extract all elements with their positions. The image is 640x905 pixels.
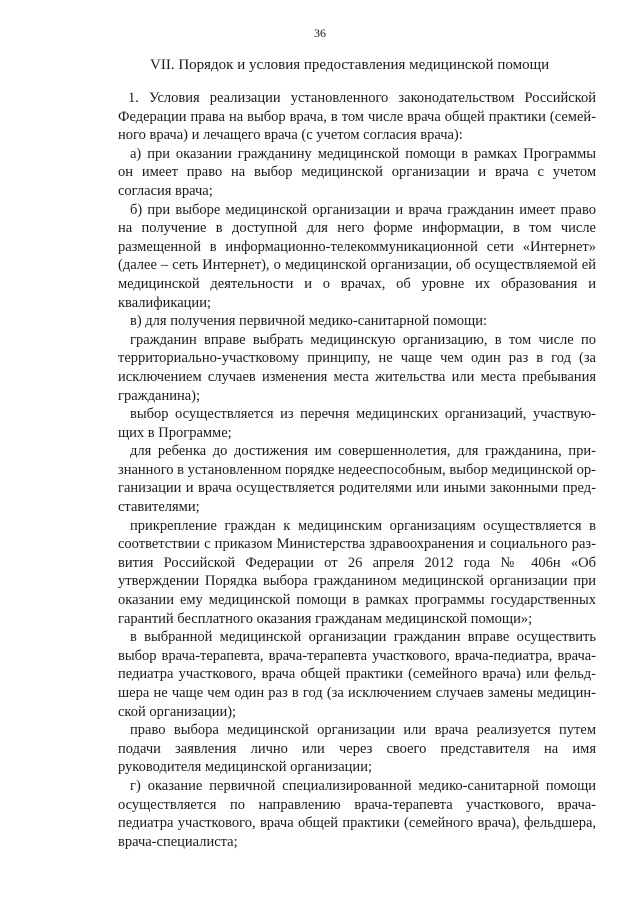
paragraph-child-choice: для ребенка до достижения им совершеннолетия, для гражданина, признанного в установленном порядке недееспособным, выбор медицинской организации и врача осуществляется родителями или иными законными представителями; [118, 443, 597, 516]
section-title: VII. Порядок и условия предоставления медицинской помощи [150, 57, 550, 73]
paragraph-item-1: 1. Условия реализации установленного законодательством Российской Федерации права на выбор врача, в том числе врача общей практики (семейного врача) и лечащего врача (с учетом согласия врача): [118, 90, 596, 144]
body-text [118, 89, 596, 851]
paragraph-choice-from-list: выбор осуществляется из перечня медицинских организаций, участвующих в Программе; [118, 406, 596, 441]
paragraph-item-b: б) при выборе медицинской организации и врача гражданин имеет право на получение в доступной для него форме информации, в том числе размещенной в информационно-телекоммуникационной сети «Интернет» (далее – сеть Интернет), о медицинской организации, об осуществляемой ей медицинской деятельности и о врачах, об уровне их образования и квалификации; [118, 201, 596, 311]
page-number: 36 [314, 26, 326, 40]
paragraph-item-g: г) оказание первичной специализированной медико-санитарной помощи осуществляется по направлению врача-терапевта участкового, врача-педиатра участкового, врача общей практики (семейного врача), фельдшера, врача-специалиста; [118, 777, 596, 850]
paragraph-item-a: а) при оказании гражданину медицинской помощи в рамках Программы он имеет право на выбор медицинской организации и врача с учетом согласия врача; [118, 145, 596, 199]
paragraph-choose-doctor: в выбранной медицинской организации гражданин вправе осуществить выбор врача-терапевта, врача-терапевта участкового, врача-педиатра, врача-педиатра участкового, врача общей практики (семейного врача) или фельдшера не чаще чем один раз в год (за исключением случаев замены медицинской организации); [118, 629, 596, 720]
paragraph-application: право выбора медицинской организации или врача реализуется путем подачи заявления лично или через своего представителя на имя руководителя медицинской организации; [118, 722, 596, 776]
paragraph-choose-organization: гражданин вправе выбрать медицинскую организацию, в том числе по территориально-участковому принципу, не чаще чем один раз в год (за исключением случаев изменения места жительства или места пребывания гражданина); [118, 331, 596, 404]
paragraph-item-v: в) для получения первичной медико-санитарной помощи: [130, 313, 488, 330]
paragraph-attachment-order: прикрепление граждан к медицинским организациям осуществляется в соответствии с приказом Министерства здравоохранения и социального развития Российской Федерации от 26 апреля 2012 года № 406н «Об утверждении Порядка выбора гражданином медицинской организации при оказании ему медицинской помощи в рамках программы государственных гарантий бесплатного оказания гражданам медицинской помощи»; [118, 517, 596, 627]
